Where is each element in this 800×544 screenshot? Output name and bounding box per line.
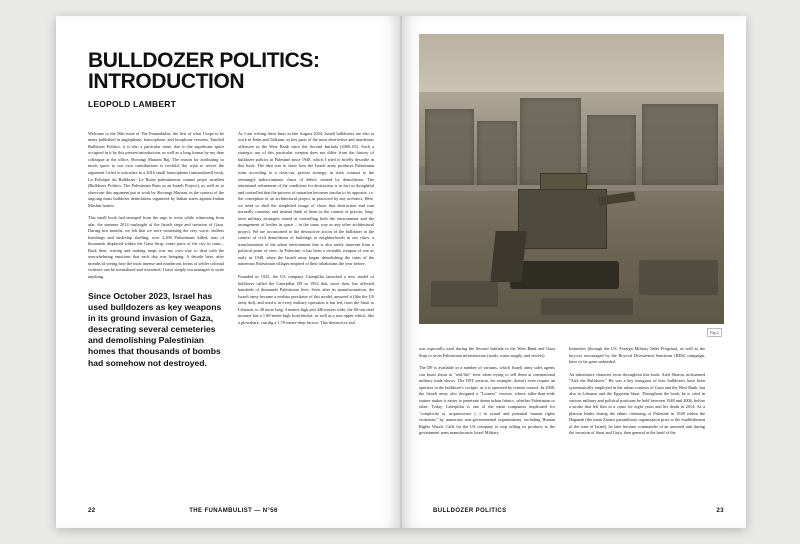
rubble-pile [541,298,633,315]
page-number-right: 23 [716,508,724,514]
left-page-footer [88,508,379,514]
bulldozer-blade [490,231,526,282]
article-author: LEOPOLD LAMBERT [88,98,176,109]
right-page-footer [433,508,724,514]
figure-caption: Fig.1 [707,328,722,337]
rubble-pile [431,281,498,307]
page-number-left: 22 [88,508,96,514]
body-paragraph: As I am writing these lines in late August 2024, Israeli bulldozers are also at work in Jenin and Tulkarm, as key parts of the most destructive and murderous offensive in the West Bank since the Second Intifada (2000–05). Such a strategic use of this particular weapon does not differ from the history of bulldozer politics in Palestine since 1948, which I tried to briefly describe in this book. The idea was to show how the Israeli army produces Palestinian ruins according to a clear-cut, precise strategy, in stark contrast to the seemingly indiscriminate chaos of debris created by demolitions. The intentional refinement of the conditions for destruction is in fact so thoughtful and controlled that the process of ruination becomes similar to its opposite, i.e. the conception of an architectural project as practiced by any architect. Here, we need to shed the simplified image of chaos that destruction and ruin normally contains, and instead think of them in the context of precise, long-term military strategies aimed at controlling both the environment and the arrangement of bodies in space – in the same way as any other architectural project. We are accustomed to the destructive action of the bulldozer in the context of civil demolitions of buildings or neighborhoods in our cities, a transformation of the urban environment that is also rarely innocent from a political point of view. In Palestine, it has been a veritable weapon of war as early as 1948, when the Israeli army began demolishing the ruins of the numerous Palestinian villages emptied of their inhabitants the year before. [238,130,374,267]
page-title: BULLDOZER POLITICS: INTRODUCTION [88,49,320,94]
issue-label: THE FUNAMBULIST — N°56 [189,508,278,514]
body-paragraph: Founded in 1925, the US company Caterpillar launched a new model of bulldozer called the Caterpillar D9 in 1954 that, since then, has affected hundreds of thousands Palestinian lives. Soon after its manufacturation, the Israeli army became a zealous purchaser of this model, armored it (like the US army did), and used it in every military operation it has led, from the Sinai to Lebanon, to 48 more long, 4 meters high and 440 meters wide, the 60-ton steel monster has a 1.80-meter-high front bucket, as well as a rear ripper which, like a plowshare, can dig a 1.70-meter-deep furrow. This destructive tool [238,273,374,325]
left-page-content [88,50,379,498]
left-column-1 [88,131,224,369]
ruined-building [642,104,718,185]
armored-bulldozer [498,173,638,289]
right-column-group [419,346,724,443]
right-page [401,16,746,528]
open-magazine [56,16,746,528]
body-paragraph: This small book had emerged from the urge to write while witnessing from afar, the summer 2014 onslaught of the Israeli siege and invasion of Gaza. During two months, we felt that we were witnessing the very worst: endless bombings and tank/ship shelling, over 2,200 Palestinians killed, tens of thousands displaced within the Gaza Strip, entire parts of the city in ruins... Back then, writing and making maps was my own way to deal with the overwhelming emotions that each day was bringing. A decade later, after months of seeing how the most intense and murderous forms of settler colonial violence can be normalized and worsened, I have simply not managed to write anything. [88,215,224,279]
body-paragraph: The D9 is available in a number of variants, which Israeli army sales agents can boast about in "real-life" tests when trying to sell them at international military trade shows. The D9T version, for example, doesn't even require an operator in the bulldozer's cockpit, as it is operated by remote control. In 2008, the Israeli army also designed a "Lioness" version, whose taller-than-wide stature makes it easier to penetrate dense urban fabrics, whether Palestinian or other. Today, Caterpillar is one of the main companies implicated for "complicity or acquiescence [...] in actual and potential human rights violations" by numerous non-governmental organizations, including Human Rights Watch. Calls for the US company to stop selling its products to the government arms manufacturer Israel Military [419,365,555,436]
body-paragraph: Industries (through the US. Foreign Military Sales Program), as well as the boycott encouraged by the Boycott Divestment Sanctions (BDS) campaign, have so far gone unheeded. [569,346,705,365]
right-column-1 [419,346,555,443]
bulldozer-track [510,261,619,289]
body-paragraph: Welcome to the 56th issue of The Funambulist, the first of what I hope to be many published in anglophone, francophone, and lusophone versions. Entitled Bulldozer Politics, it is also a particular issue, due to the significant space occupied in it by this present introduction, as well as a long format by my dear colleague at the office, Shivangi Mariam Raj. The reason for attributing so much space to our own contributions is twofold: the wish to revive the argument I tried to articulate in a 2016 small francophone (untranslated) book, La Politique du Bulldozer: La Ruine palestinienne comme projet israélien (Bulldozer Politics: The Palestinian Ruin as an Israeli Project), as well as to showcase this argument put at work by Shivangi Mariam, in the context of the ongoing mass bulldozer demolitions organized by Indian states against Indian Muslim homes. [88,130,224,208]
rubble-pile [639,260,718,295]
bulldozer-photograph [419,34,724,324]
right-column-2 [569,346,705,443]
section-label: BULLDOZER POLITICS [433,508,507,514]
ruined-building [520,98,581,185]
left-column-2 [238,131,374,369]
ruined-building [425,109,474,184]
bulldozer-body [518,189,607,249]
body-paragraph: was especially used during the Second Intifada in the West Bank and Gaza Strip to sever Palestinian infrastructure (roads, water supply, and sewers). [419,346,555,358]
body-paragraph: An inheritance character recur throughout this book: Ariel Sharon, nicknamed "Arik the Bulldozer." He was a key instigator of how bulldozers have been systematically employed in the urban contexts of Gaza and the West Bank, but also in Lebanon and the Egyptian Sinai. Throughout the book, he is cited in various military and political positions he held between 1948 and 2006, before a stroke that left him in a coma for eight years and his death in 2014. As a platoon leader during the ethnic cleansing of Palestine in 1948 within the Haganah (the main Zionist paramilitary organization prior to the establishment of the state of Israel), he later became commander of an armored unit during the invasion of Sinai and Gaza, then general at the head of the [569,371,705,436]
left-page [56,16,401,528]
pull-quote: Since October 2023, Israel has used bulldozers as key weapons in its ground invasion of Gaza, desecrating several cemeteries and demolishing Palestinian homes that thousands of bombs had somehow not destroyed. [88,290,222,368]
left-column-group [88,131,379,369]
